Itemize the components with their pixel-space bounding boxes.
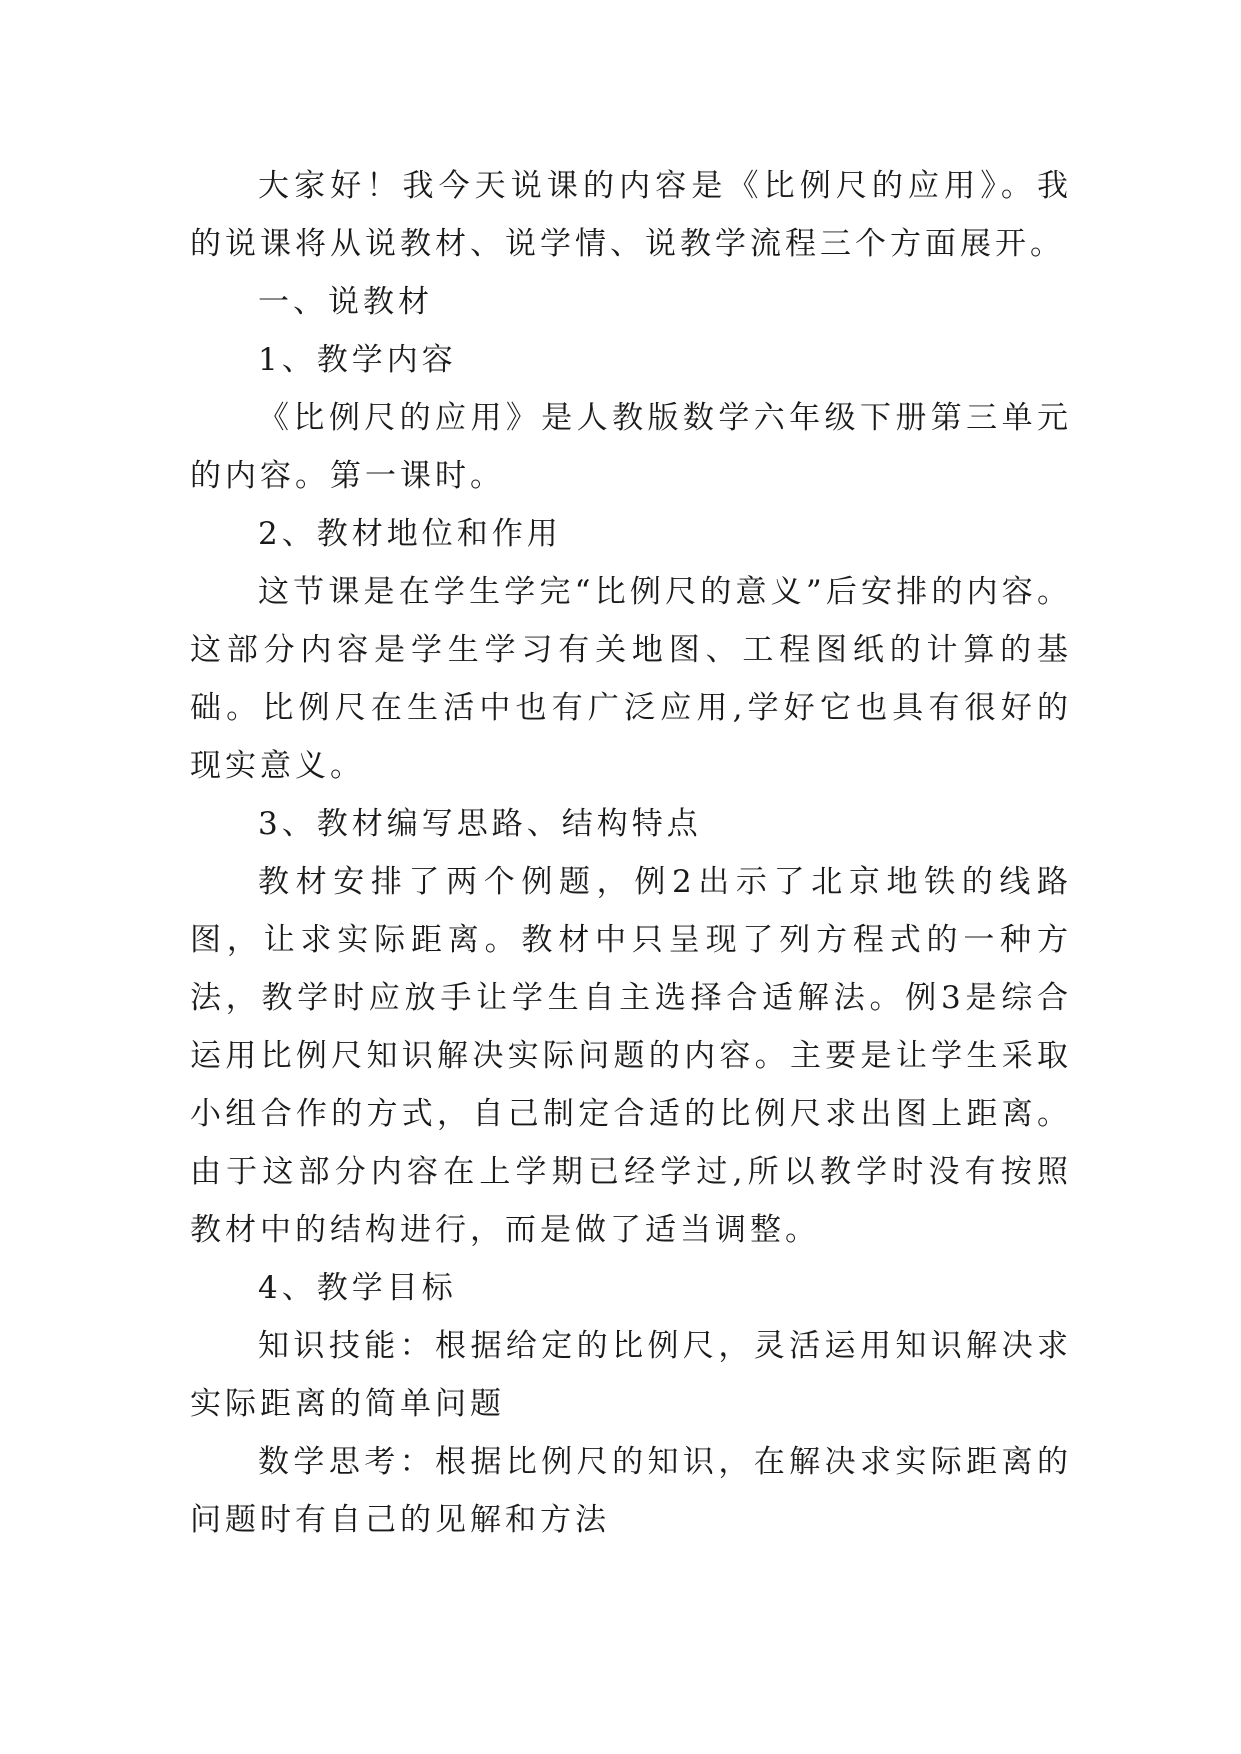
intro-paragraph: 大家好！我今天说课的内容是《比例尺的应用》。我的说课将从说教材、说学情、说教学流程三个方面展开。 bbox=[190, 168, 1072, 262]
textbook-structure-paragraph: 教材安排了两个例题，例2出示了北京地铁的线路图，让求实际距离。教材中只呈现了列方程式的一种方法，教学时应放手让学生自主选择合适解法。例3是综合运用比例尺知识解决实际问题的内容。主要是让学生采取小组合作的方式，自己制定合适的比例尺求出图上距离。由于这部分内容在上学期已经学过,所以教学时没有按照教材中的结构进行，而是做了适当调整。 bbox=[190, 864, 1072, 1248]
document-page bbox=[190, 157, 1072, 1549]
subheading-teaching-content: 1、教学内容 bbox=[258, 342, 457, 378]
goal-thinking-paragraph: 数学思考：根据比例尺的知识，在解决求实际距离的问题时有自己的见解和方法 bbox=[190, 1444, 1072, 1538]
subheading-textbook-role: 2、教材地位和作用 bbox=[258, 516, 562, 552]
subheading-textbook-structure: 3、教材编写思路、结构特点 bbox=[258, 806, 702, 842]
teaching-content-paragraph: 《比例尺的应用》是人教版数学六年级下册第三单元的内容。第一课时。 bbox=[190, 400, 1072, 494]
goal-knowledge-paragraph: 知识技能：根据给定的比例尺，灵活运用知识解决求实际距离的简单问题 bbox=[190, 1328, 1072, 1422]
section-heading-textbook: 一、说教材 bbox=[258, 284, 433, 320]
subheading-teaching-goals: 4、教学目标 bbox=[258, 1270, 457, 1306]
textbook-role-paragraph: 这节课是在学生学完“比例尺的意义”后安排的内容。这部分内容是学生学习有关地图、工程图纸的计算的基础。比例尺在生活中也有广泛应用,学好它也具有很好的现实意义。 bbox=[190, 574, 1072, 784]
